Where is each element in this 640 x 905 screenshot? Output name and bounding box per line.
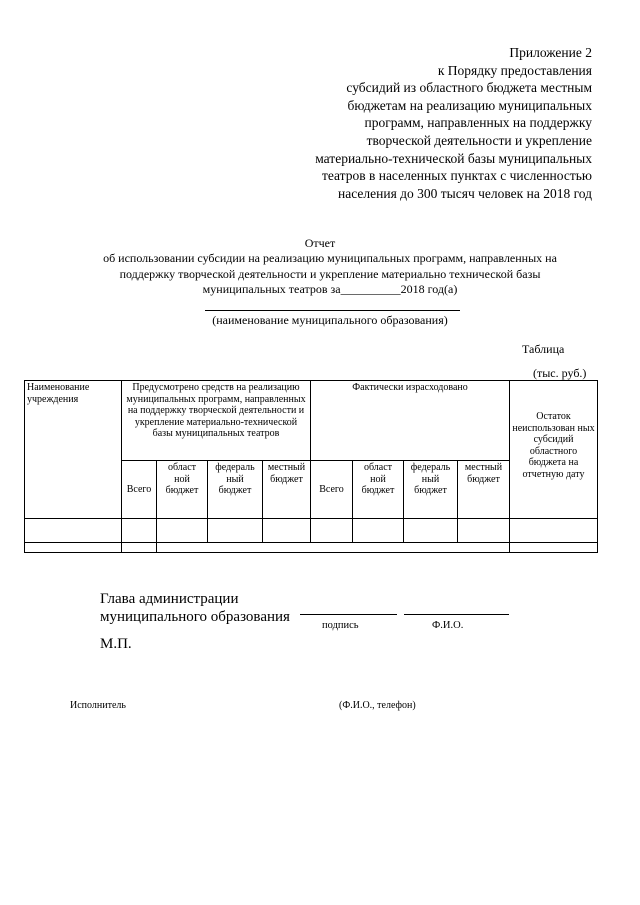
appendix-line: материально-технической базы муниципальных bbox=[315, 150, 592, 166]
report-subtitle bbox=[60, 251, 600, 298]
appendix-line: театров в населенных пунктах с численностью bbox=[321, 168, 592, 184]
signature-blank-line[interactable] bbox=[300, 614, 397, 615]
head-title-line: Глава администрации bbox=[100, 591, 239, 607]
appendix-line: населения до 300 тысяч человек на 2018 год bbox=[338, 185, 592, 201]
fio-caption: Ф.И.О. bbox=[432, 620, 464, 631]
table-cell[interactable] bbox=[510, 519, 598, 543]
table-cell[interactable] bbox=[122, 519, 157, 543]
report-subtitle-line: поддержку творческой деятельности и укрепление материально технической базы bbox=[119, 266, 541, 281]
appendix-line: субсидий из областного бюджета местным bbox=[346, 80, 592, 96]
report-subtitle-line: муниципальных театров за__________2018 год(а) bbox=[202, 282, 458, 296]
appendix-header bbox=[252, 44, 592, 202]
table-cell[interactable] bbox=[25, 543, 122, 553]
table-cell[interactable] bbox=[208, 519, 263, 543]
header-actual-group: Фактически израсходовано bbox=[311, 381, 510, 461]
signature-block bbox=[100, 590, 290, 626]
report-title: Отчет bbox=[304, 236, 336, 250]
appendix-line: программ, направленных на поддержку bbox=[364, 115, 592, 131]
table-row bbox=[25, 543, 598, 553]
units-label: (тыс. руб.) bbox=[533, 366, 587, 380]
header-actual-regional: област ной бюджет bbox=[353, 461, 404, 519]
header-institution: Наименование учреждения bbox=[25, 381, 122, 519]
appendix-line: бюджетам на реализацию муниципальных bbox=[347, 97, 592, 113]
header-planned-total: Всего bbox=[122, 461, 157, 519]
header-planned-federal: федераль ный бюджет bbox=[208, 461, 263, 519]
municipality-blank-line[interactable] bbox=[205, 310, 460, 311]
executor-contact: (Ф.И.О., телефон) bbox=[339, 700, 416, 711]
appendix-line: Приложение 2 bbox=[509, 45, 592, 60]
municipality-caption: (наименование муниципального образования) bbox=[212, 313, 448, 327]
appendix-line: к Порядку предоставления bbox=[437, 62, 592, 78]
table-cell[interactable] bbox=[510, 543, 598, 553]
report-table bbox=[24, 380, 598, 553]
table-cell[interactable] bbox=[311, 519, 353, 543]
appendix-line: творческой деятельности и укрепление bbox=[366, 132, 592, 148]
table-cell[interactable] bbox=[263, 519, 311, 543]
head-title-line: муниципального образования bbox=[100, 609, 290, 625]
header-actual-local: местный бюджет bbox=[458, 461, 510, 519]
header-actual-federal: федераль ный бюджет bbox=[404, 461, 458, 519]
header-planned-regional: област ной бюджет bbox=[157, 461, 208, 519]
table-cell[interactable] bbox=[122, 543, 157, 553]
report-subtitle-line: об использовании субсидии на реализацию муниципальных программ, направленных на bbox=[103, 251, 557, 265]
header-planned-local: местный бюджет bbox=[263, 461, 311, 519]
table-cell[interactable] bbox=[404, 519, 458, 543]
header-planned-group: Предусмотрено средств на реализацию муниципальных программ, направленных на поддержку творческой деятельности и укрепление материально-технической базы муниципальных театров bbox=[122, 381, 311, 461]
header-remainder: Остаток неиспользован ных субсидий областного бюджета на отчетную дату bbox=[510, 381, 598, 519]
stamp-place: М.П. bbox=[100, 636, 132, 652]
fio-blank-line[interactable] bbox=[404, 614, 509, 615]
table-cell[interactable] bbox=[353, 519, 404, 543]
table-cell[interactable] bbox=[157, 543, 510, 553]
signature-caption: подпись bbox=[322, 620, 359, 631]
table-cell[interactable] bbox=[458, 519, 510, 543]
table-label: Таблица bbox=[522, 342, 565, 356]
table-cell[interactable] bbox=[157, 519, 208, 543]
executor-label: Исполнитель bbox=[70, 700, 126, 711]
table-row bbox=[25, 519, 598, 543]
header-actual-total: Всего bbox=[311, 461, 353, 519]
table-cell[interactable] bbox=[25, 519, 122, 543]
